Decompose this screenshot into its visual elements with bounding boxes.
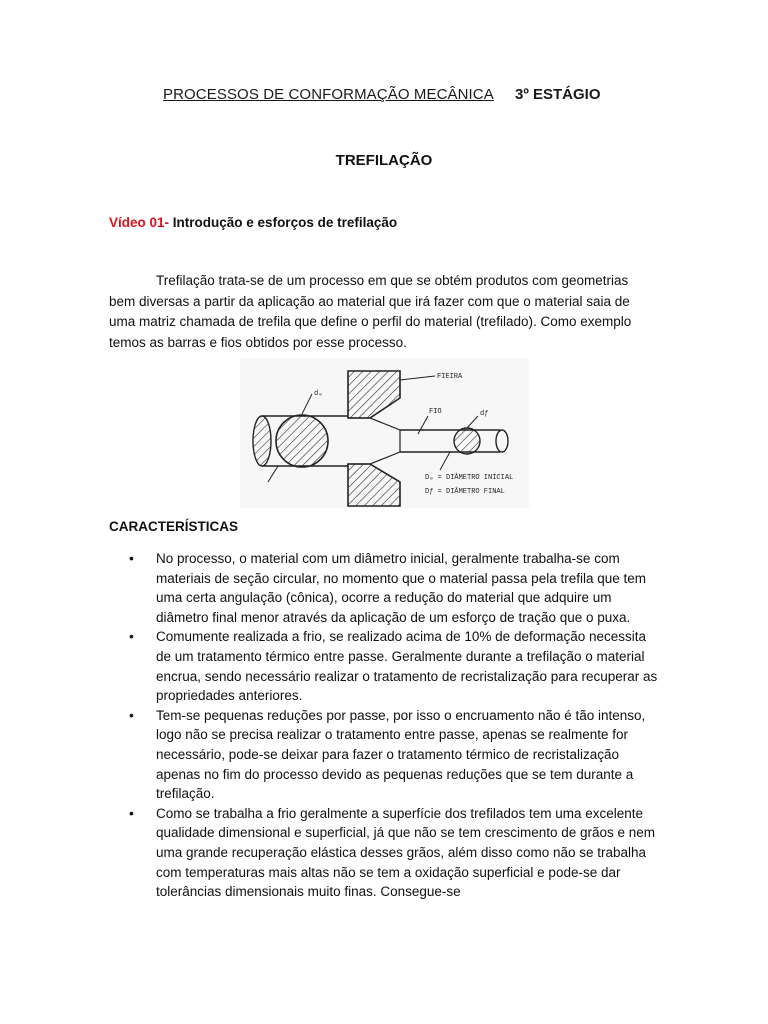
fio-label: FIO [429, 408, 442, 416]
list-item-text: Comumente realizada a frio, se realizado acima de 10% de deformação necessita de um tratamento térmico entre passe. Geralmente durante a trefilação o material encrua, sendo necessário realizar o tratamento de recristalização para recuperar as propriedades anteriores. [156, 629, 658, 704]
d0-label: d₀ [314, 390, 323, 398]
list-item [109, 627, 659, 705]
bullet-icon: • [129, 706, 134, 723]
list-item [109, 549, 659, 627]
section-heading: CARACTERÍSTICAS [109, 519, 239, 534]
df-label: dƒ [480, 410, 489, 418]
video-label: Vídeo 01- [109, 215, 170, 230]
intro-paragraph: Trefilação trata-se de um processo em que se obtém produtos com geometrias bem diversas a partir da aplicação ao material que irá fazer com que o material saia de uma matriz chamada de trefila que define o perfil do material (trefilado). Como exemplo temos as barras e fios obtidos por esse processo. [109, 273, 632, 350]
list-item [109, 804, 659, 902]
page-title [0, 152, 768, 169]
fieira-label: FIEIRA [437, 373, 463, 381]
legend-final: Dƒ = DIÂMETRO FINAL [425, 488, 505, 496]
list-item [109, 706, 659, 804]
page-title-text: TREFILAÇÃO [335, 152, 433, 169]
drawing-diagram [240, 358, 529, 508]
video-title: Introdução e esforços de trefilação [172, 215, 398, 230]
legend-initial: D₀ = DIÂMETRO INICIAL [425, 474, 514, 482]
bullet-icon: • [129, 628, 134, 645]
bullet-icon: • [129, 550, 134, 566]
course-title: PROCESSOS DE CONFORMAÇÃO MECÂNICA [163, 86, 494, 103]
list-item-text: Como se trabalha a frio geralmente a superfície dos trefilados tem uma excelente qualidade dimensional e superficial, já que não se tem crescimento de grãos e nem uma grande recuperação elástica desses grãos, além disso como não se trabalha com temperaturas mais altas não se tem a oxidação superficial e pode-se dar tolerâncias dimensionais muito finas. Consegue-se [156, 805, 656, 900]
characteristics-list [109, 549, 659, 902]
stage-label: 3º ESTÁGIO [515, 86, 601, 103]
list-item-text: No processo, o material com um diâmetro inicial, geralmente trabalha-se com materiais de seção circular, no momento que o material passa pela trefila que tem uma certa angulação (cônica), ocorre a redução do material que adquire um diâmetro final menor através da aplicação de um esforço de tração que o puxa. [156, 551, 647, 625]
video-heading [109, 215, 397, 230]
bullet-icon: • [129, 804, 134, 821]
list-item-text: Tem-se pequenas reduções por passe, por isso o encruamento não é tão intenso, logo não se precisa realizar o tratamento entre passe, apenas se realmente for necessário, pode-se deixar para fazer o tratamento térmico de recristalização apenas no fim do processo devido as pequenas reduções que se tem durante a trefilação. [156, 707, 646, 802]
